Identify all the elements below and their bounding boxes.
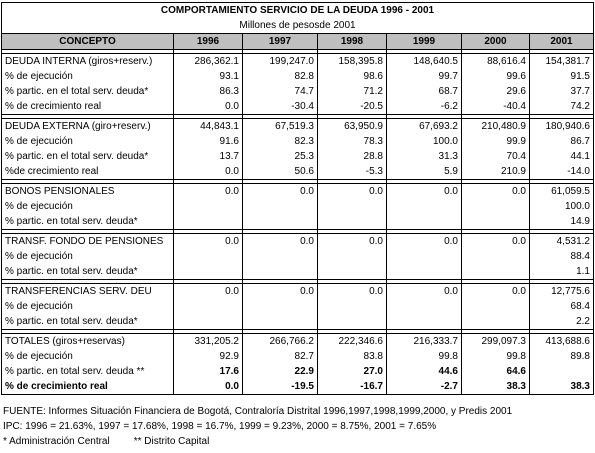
row-label: TOTALES (giros+reservas) xyxy=(2,334,174,350)
value-cell xyxy=(387,199,462,214)
value-cell xyxy=(318,199,387,214)
table-row xyxy=(2,284,594,300)
value-cell xyxy=(318,249,387,264)
value-cell: 299,097.3 xyxy=(462,334,530,350)
table-row xyxy=(2,69,594,84)
value-cell xyxy=(243,264,318,280)
row-label: % partic. en total serv. deuda* xyxy=(2,214,174,230)
value-cell xyxy=(174,214,243,230)
value-cell: 331,205.2 xyxy=(174,334,243,350)
value-cell xyxy=(243,299,318,314)
value-cell: 0.0 xyxy=(318,234,387,250)
value-cell: 78.3 xyxy=(318,134,387,149)
value-cell: 0.0 xyxy=(318,184,387,200)
header-year: 1996 xyxy=(174,34,243,50)
table-row xyxy=(2,54,594,70)
value-cell: 286,362.1 xyxy=(174,54,243,70)
value-cell: 14.9 xyxy=(530,214,594,230)
value-cell: 0.0 xyxy=(387,284,462,300)
value-cell: 210.9 xyxy=(462,164,530,180)
value-cell xyxy=(462,214,530,230)
value-cell xyxy=(387,299,462,314)
row-label: % partic. en total serv. deuda ** xyxy=(2,364,174,379)
value-cell: 0.0 xyxy=(462,284,530,300)
value-cell: 17.6 xyxy=(174,364,243,379)
value-cell: 93.1 xyxy=(174,69,243,84)
row-label: % de crecimiento real xyxy=(2,99,174,115)
value-cell: 13.7 xyxy=(174,149,243,164)
value-cell: 99.8 xyxy=(462,349,530,364)
value-cell: 0.0 xyxy=(243,284,318,300)
source-note: FUENTE: Informes Situación Financiera de Bogotá, Contraloría Distrital 1996,1997,1998,1999,2000, y Predis 2001 xyxy=(3,406,513,417)
value-cell: 86.3 xyxy=(174,84,243,99)
value-cell: 74.7 xyxy=(243,84,318,99)
value-cell: 0.0 xyxy=(387,234,462,250)
value-cell: 91.5 xyxy=(530,69,594,84)
value-cell: 158,395.8 xyxy=(318,54,387,70)
value-cell: 71.2 xyxy=(318,84,387,99)
value-cell: 83.8 xyxy=(318,349,387,364)
row-label: % partic. en el total serv. deuda* xyxy=(2,149,174,164)
value-cell: 5.9 xyxy=(387,164,462,180)
row-label: % partic. en el total serv. deuda* xyxy=(2,84,174,99)
value-cell: 99.7 xyxy=(387,69,462,84)
value-cell: 0.0 xyxy=(174,164,243,180)
value-cell: 92.9 xyxy=(174,349,243,364)
header-year: 2001 xyxy=(530,34,594,50)
value-cell xyxy=(462,199,530,214)
value-cell: 0.0 xyxy=(174,234,243,250)
table-row xyxy=(2,184,594,200)
table-subtitle: Millones de pesosde 2001 xyxy=(2,18,594,34)
table-row xyxy=(2,84,594,99)
value-cell: 180,940.6 xyxy=(530,119,594,135)
value-cell xyxy=(387,249,462,264)
value-cell: 44.6 xyxy=(387,364,462,379)
row-label: % partic. en total serv. deuda* xyxy=(2,264,174,280)
value-cell xyxy=(243,314,318,330)
value-cell: 67,693.2 xyxy=(387,119,462,135)
value-cell: 99.6 xyxy=(462,69,530,84)
value-cell: 82.8 xyxy=(243,69,318,84)
value-cell: 25.3 xyxy=(243,149,318,164)
value-cell: 68.7 xyxy=(387,84,462,99)
debt-table xyxy=(1,2,594,395)
value-cell xyxy=(462,264,530,280)
value-cell: 0.0 xyxy=(174,99,243,115)
value-cell: 28.8 xyxy=(318,149,387,164)
value-cell: 31.3 xyxy=(387,149,462,164)
value-cell xyxy=(174,249,243,264)
value-cell: 68.4 xyxy=(530,299,594,314)
header-year: 1998 xyxy=(318,34,387,50)
value-cell xyxy=(462,249,530,264)
header-concepto: CONCEPTO xyxy=(2,34,174,50)
table-row xyxy=(2,234,594,250)
row-label: DEUDA INTERNA (giros+reserv.) xyxy=(2,54,174,70)
table-title: COMPORTAMIENTO SERVICIO DE LA DEUDA 1996 - 2001 xyxy=(2,3,594,19)
row-label: % de ejecución xyxy=(2,199,174,214)
value-cell: 86.7 xyxy=(530,134,594,149)
value-cell xyxy=(174,299,243,314)
value-cell: 50.6 xyxy=(243,164,318,180)
table-row xyxy=(2,349,594,364)
value-cell xyxy=(462,314,530,330)
value-cell: 100.0 xyxy=(530,199,594,214)
table-row xyxy=(2,249,594,264)
value-cell: 2.2 xyxy=(530,314,594,330)
value-cell: -5.3 xyxy=(318,164,387,180)
row-label: TRANSFERENCIAS SERV. DEU xyxy=(2,284,174,300)
ipc-note: IPC: 1996 = 21.63%, 1997 = 17.68%, 1998 = 16.7%, 1999 = 9.23%, 2000 = 8.75%, 2001 = 7.65% xyxy=(3,421,437,432)
value-cell: 61,059.5 xyxy=(530,184,594,200)
value-cell: 4,531.2 xyxy=(530,234,594,250)
value-cell: 38.3 xyxy=(462,379,530,395)
header-year: 1999 xyxy=(387,34,462,50)
value-cell: 12,775.6 xyxy=(530,284,594,300)
row-label: % de ejecución xyxy=(2,134,174,149)
table-row xyxy=(2,214,594,230)
value-cell: 99.9 xyxy=(462,134,530,149)
value-cell: 1.1 xyxy=(530,264,594,280)
value-cell: 91.6 xyxy=(174,134,243,149)
value-cell: 154,381.7 xyxy=(530,54,594,70)
value-cell: 67,519.3 xyxy=(243,119,318,135)
row-label: % de ejecución xyxy=(2,249,174,264)
value-cell: -16.7 xyxy=(318,379,387,395)
row-label: % de ejecución xyxy=(2,299,174,314)
value-cell: 38.3 xyxy=(530,379,594,395)
value-cell: 0.0 xyxy=(174,379,243,395)
value-cell xyxy=(387,264,462,280)
value-cell: 266,766.2 xyxy=(243,334,318,350)
value-cell xyxy=(243,249,318,264)
table-row xyxy=(2,149,594,164)
row-label: DEUDA EXTERNA (giro+reserv.) xyxy=(2,119,174,135)
value-cell: -20.5 xyxy=(318,99,387,115)
row-label: % de crecimiento real xyxy=(2,379,174,395)
table-row xyxy=(2,379,594,395)
header-year: 1997 xyxy=(243,34,318,50)
value-cell xyxy=(243,214,318,230)
value-cell: 216,333.7 xyxy=(387,334,462,350)
value-cell xyxy=(387,314,462,330)
value-cell: -2.7 xyxy=(387,379,462,395)
value-cell: 0.0 xyxy=(318,284,387,300)
value-cell xyxy=(174,199,243,214)
note-distrito-capital: ** Distrito Capital xyxy=(133,436,210,447)
value-cell: 44,843.1 xyxy=(174,119,243,135)
value-cell: 37.7 xyxy=(530,84,594,99)
value-cell: -40.4 xyxy=(462,99,530,115)
value-cell: 0.0 xyxy=(387,184,462,200)
row-label: % de ejecución xyxy=(2,349,174,364)
value-cell: 44.1 xyxy=(530,149,594,164)
value-cell: 199,247.0 xyxy=(243,54,318,70)
value-cell: -30.4 xyxy=(243,99,318,115)
value-cell: 0.0 xyxy=(462,234,530,250)
value-cell xyxy=(462,299,530,314)
value-cell: 74.2 xyxy=(530,99,594,115)
value-cell: 0.0 xyxy=(174,284,243,300)
value-cell xyxy=(243,199,318,214)
value-cell: 29.6 xyxy=(462,84,530,99)
value-cell: 88.4 xyxy=(530,249,594,264)
table-row xyxy=(2,119,594,135)
value-cell: 82.7 xyxy=(243,349,318,364)
value-cell xyxy=(318,299,387,314)
value-cell: 88,616.4 xyxy=(462,54,530,70)
value-cell: 98.6 xyxy=(318,69,387,84)
value-cell: 148,640.5 xyxy=(387,54,462,70)
value-cell: 100.0 xyxy=(387,134,462,149)
table-row xyxy=(2,364,594,379)
value-cell xyxy=(318,264,387,280)
row-label: %de crecimiento real xyxy=(2,164,174,180)
value-cell: 0.0 xyxy=(243,234,318,250)
value-cell: 27.0 xyxy=(318,364,387,379)
value-cell xyxy=(387,214,462,230)
note-admin-central: * Administración Central xyxy=(3,436,110,447)
value-cell: 0.0 xyxy=(243,184,318,200)
value-cell: 64.6 xyxy=(462,364,530,379)
header-row xyxy=(2,34,594,50)
table-row xyxy=(2,199,594,214)
table-row xyxy=(2,299,594,314)
value-cell xyxy=(530,364,594,379)
table-row xyxy=(2,99,594,115)
value-cell: -19.5 xyxy=(243,379,318,395)
value-cell: 210,480.9 xyxy=(462,119,530,135)
table-row xyxy=(2,314,594,330)
value-cell: 413,688.6 xyxy=(530,334,594,350)
value-cell: 89.8 xyxy=(530,349,594,364)
row-label: % de ejecución xyxy=(2,69,174,84)
value-cell xyxy=(318,314,387,330)
value-cell: 63,950.9 xyxy=(318,119,387,135)
value-cell: 99.8 xyxy=(387,349,462,364)
row-label: BONOS PENSIONALES xyxy=(2,184,174,200)
table-row xyxy=(2,134,594,149)
row-label: % partic. en total serv. deuda* xyxy=(2,314,174,330)
value-cell: -14.0 xyxy=(530,164,594,180)
table-row xyxy=(2,264,594,280)
value-cell: 0.0 xyxy=(462,184,530,200)
value-cell: 82.3 xyxy=(243,134,318,149)
abbrev-notes xyxy=(3,434,512,449)
value-cell xyxy=(174,314,243,330)
value-cell: -6.2 xyxy=(387,99,462,115)
value-cell: 70.4 xyxy=(462,149,530,164)
footnotes xyxy=(3,404,512,449)
table-row xyxy=(2,164,594,180)
value-cell: 0.0 xyxy=(174,184,243,200)
table-row xyxy=(2,334,594,350)
header-year: 2000 xyxy=(462,34,530,50)
row-label: TRANSF. FONDO DE PENSIONES xyxy=(2,234,174,250)
value-cell: 222,346.6 xyxy=(318,334,387,350)
value-cell xyxy=(318,214,387,230)
value-cell xyxy=(174,264,243,280)
value-cell: 22.9 xyxy=(243,364,318,379)
